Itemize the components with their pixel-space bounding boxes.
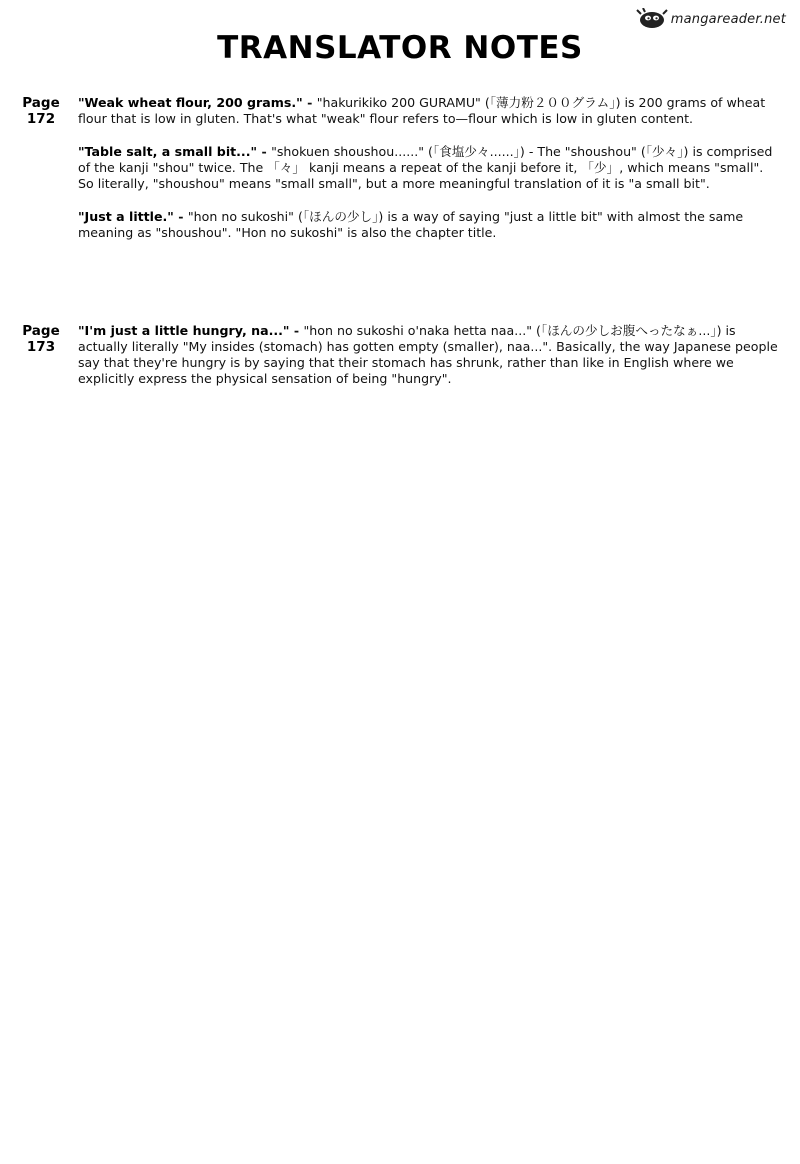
page-number: 173 [26,339,56,355]
note-body: "hon no sukoshi o'naka hetta naa..." (「ほんの少しお腹へったなぁ...」) is actually literally "My insides (stomach) has gotten empty (smaller), naa...". Basically, the way Japanese people say that they're hungry is by saying that their stomach has shrunk, rather than like in English where we explicitly express the physical sensation of being "hungry". [78,323,778,386]
note-term: "Weak wheat flour, 200 grams." [78,95,303,110]
notes-list [78,323,778,404]
page-number: 172 [26,111,56,127]
note-dash: - [257,144,272,159]
note-dash: - [302,95,317,110]
note-term: "Just a little." [78,209,174,224]
page-word: Page [22,323,60,339]
note-item [78,95,778,127]
mascot-logo-icon [635,8,669,30]
page-label [22,323,60,355]
watermark-text: mangareader.net [670,11,786,27]
page-word: Page [22,95,60,111]
notes-list [78,95,778,258]
note-dash: - [173,209,188,224]
watermark [635,8,786,30]
page-label [22,95,60,127]
page-title: TRANSLATOR NOTES [217,30,583,66]
note-term: "Table salt, a small bit..." [78,144,258,159]
note-body: "hakurikiko 200 GURAMU" (「薄力粉２００グラム」) is 200 grams of wheat flour that is low in gluten. That's what "weak" flour refers to—flour which is low in gluten content. [78,95,766,126]
note-item [78,144,778,192]
note-item [78,323,778,387]
note-body: "shokuen shoushou......" (「食塩少々......」) - The "shoushou" (「少々」) is comprised of the kanji "shou" twice. The 「々」 kanji means a repeat of the kanji before it, 「少」, which means "small". So literally, "shoushou" means "small small", but a more meaningful translation of it is "a small bit". [78,144,773,191]
note-body: "hon no sukoshi" (「ほんの少し」) is a way of saying "just a little bit" with almost the same meaning as "shoushou". "Hon no sukoshi" is also the chapter title. [78,209,744,240]
note-dash: - [289,323,304,338]
note-item [78,209,778,241]
note-term: "I'm just a little hungry, na..." [78,323,290,338]
